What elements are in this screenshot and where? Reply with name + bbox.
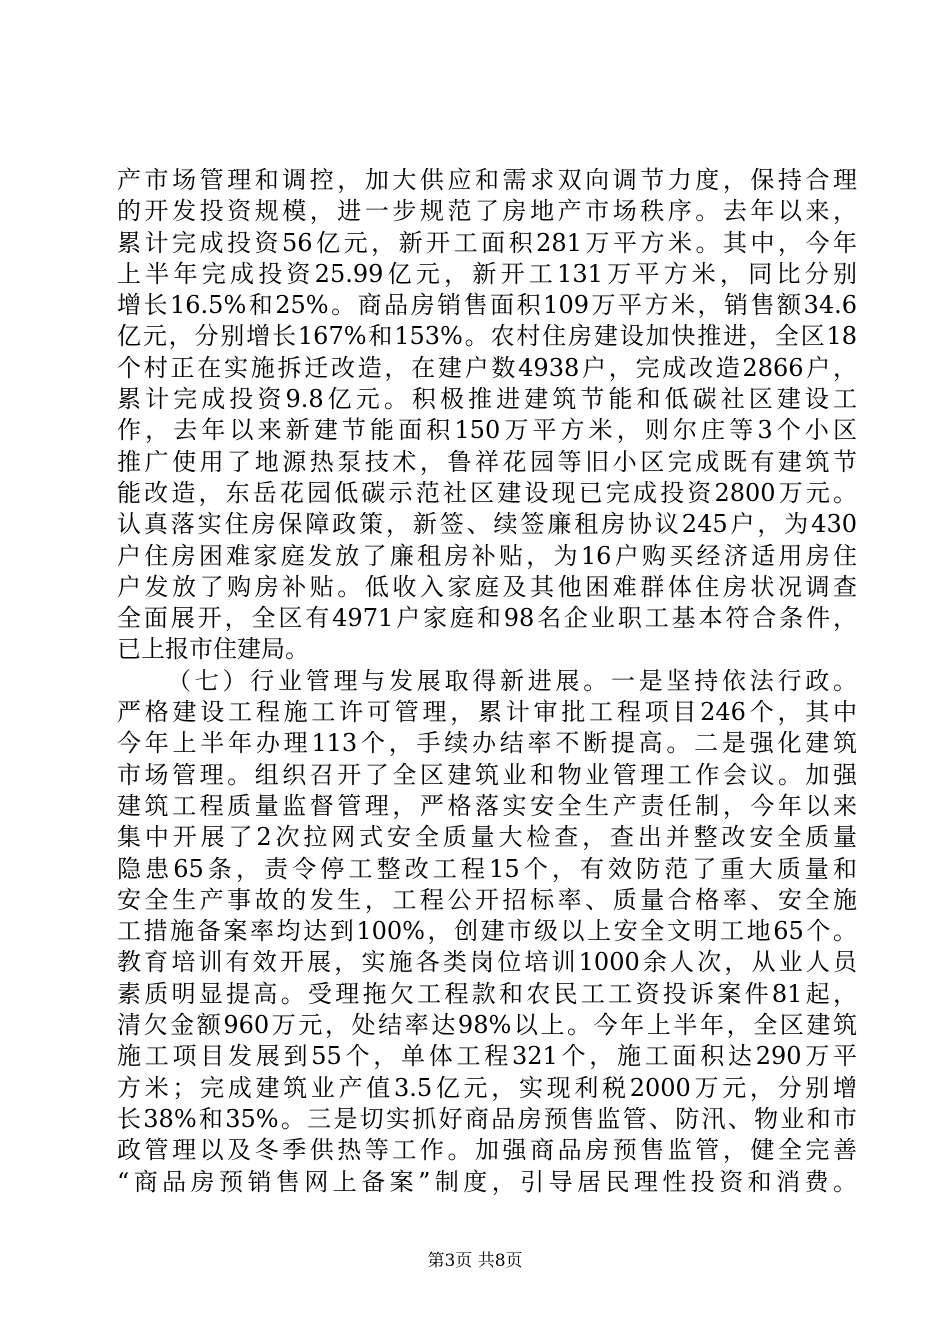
text-line: “商品房预销售网上备案”制度，引导居民理性投资和消费。 [117, 1167, 857, 1196]
text-line: 隐患65条，责令停工整改工程15个，有效防范了重大质量和 [117, 854, 857, 883]
text-line: 建筑工程质量监督管理，严格落实安全生产责任制，今年以来 [117, 791, 857, 820]
text-line: 全面展开，全区有4971户家庭和98名企业职工基本符合条件， [117, 604, 857, 633]
text-line: 上半年完成投资25.99亿元，新开工131万平方米，同比分别 [117, 259, 857, 288]
text-line: 政管理以及冬季供热等工作。加强商品房预售监管，健全完善 [117, 1136, 857, 1165]
text-line: 清欠金额960万元，处结率达98%以上。今年上半年，全区建筑 [117, 1011, 857, 1040]
text-line: 今年上半年办理113个，手续办结率不断提高。二是强化建筑 [117, 729, 857, 758]
document-body [117, 165, 857, 1198]
text-line: 教育培训有效开展，实施各类岗位培训1000余人次，从业人员 [117, 948, 857, 977]
text-line: 个村正在实施拆迁改造，在建户数4938户，完成改造2866户， [117, 353, 857, 382]
text-line: 工措施备案率均达到100%，创建市级以上安全文明工地65个。 [117, 917, 857, 946]
text-line: 亿元，分别增长167%和153%。农村住房建设加快推进，全区18 [117, 322, 857, 351]
text-line: 能改造，东岳花园低碳示范社区建设现已完成投资2800万元。 [117, 478, 857, 507]
text-line: 增长16.5%和25%。商品房销售面积109万平方米，销售额34.6 [117, 291, 857, 320]
text-line: 安全生产事故的发生，工程公开招标率、质量合格率、安全施 [117, 885, 857, 914]
section-heading-line: （七）行业管理与发展取得新进展。一是坚持依法行政。 [167, 666, 857, 695]
text-line: 方米；完成建筑业产值3.5亿元，实现利税2000万元，分别增 [117, 1073, 857, 1102]
text-line: 累计完成投资56亿元，新开工面积281万平方米。其中，今年 [117, 228, 857, 257]
text-line: 累计完成投资9.8亿元。积极推进建筑节能和低碳社区建设工 [117, 385, 857, 414]
text-line: 素质明显提高。受理拖欠工程款和农民工工资投诉案件81起， [117, 979, 857, 1008]
text-line: 集中开展了2次拉网式安全质量大检查，查出并整改安全质量 [117, 823, 857, 852]
text-line: 作，去年以来新建节能面积150万平方米，则尔庄等3个小区 [117, 416, 857, 445]
text-line: 长38%和35%。三是切实抓好商品房预售监管、防汛、物业和市 [117, 1104, 857, 1133]
page-number-footer: 第3页 共8页 [427, 1251, 523, 1271]
text-line: 施工项目发展到55个，单体工程321个，施工面积达290万平 [117, 1042, 857, 1071]
text-line: 市场管理。组织召开了全区建筑业和物业管理工作会议。加强 [117, 760, 857, 789]
text-line: 已上报市住建局。 [117, 635, 309, 664]
text-line: 推广使用了地源热泵技术，鲁祥花园等旧小区完成既有建筑节 [117, 447, 857, 476]
text-line: 产市场管理和调控，加大供应和需求双向调节力度，保持合理 [117, 166, 857, 194]
text-line: 严格建设工程施工许可管理，累计审批工程项目246个，其中 [117, 698, 857, 727]
text-line: 户住房困难家庭发放了廉租房补贴，为16户购买经济适用房住 [117, 541, 857, 570]
text-line: 户发放了购房补贴。低收入家庭及其他困难群体住房状况调查 [117, 572, 857, 601]
text-line: 的开发投资规模，进一步规范了房地产市场秩序。去年以来， [117, 197, 857, 226]
text-line: 认真落实住房保障政策，新签、续签廉租房协议245户，为430 [117, 510, 857, 539]
